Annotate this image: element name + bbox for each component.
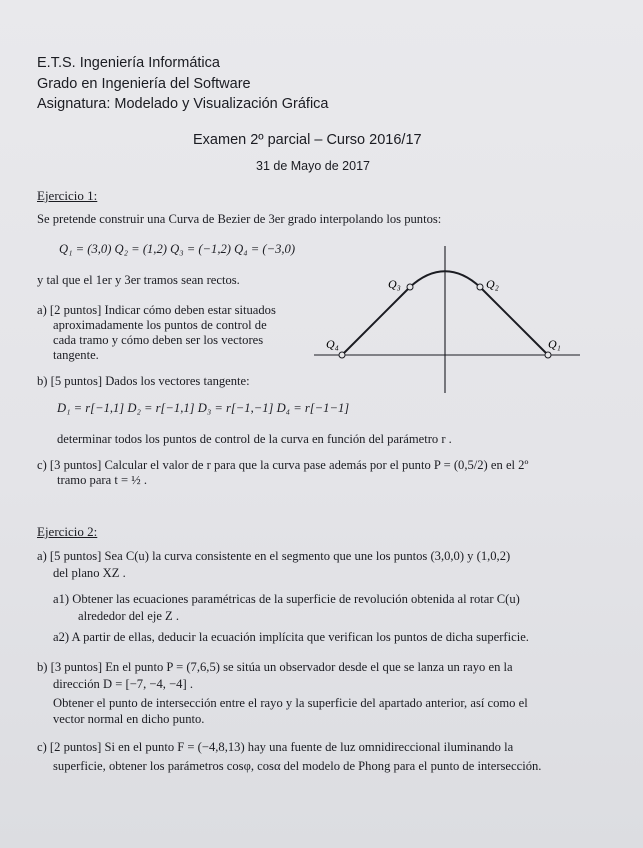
exam-date: 31 de Mayo de 2017 [256,159,370,173]
exercise-1b-vectors: D₁ = r[−1,1] D₂ = r[−1,1] D₃ = r[−1,−1] D₄ = r[−1−1] [57,401,350,415]
school-name: E.T.S. Ingeniería Informática [37,55,220,71]
label-q4: Q₄ [326,337,339,351]
exercise-2a2: a2) A partir de ellas, deducir la ecuación implícita que verifican los puntos de dicha superficie. [53,630,529,644]
exercise-2c-line1: c) [2 puntos] Si en el punto F = (−4,8,13) hay una fuente de luz omnidireccional iluminando la [37,740,514,754]
exercise-2b-line2: dirección D = [−7, −4, −4] . [53,677,193,691]
exercise-2a-line1: a) [5 puntos] Sea C(u) la curva consistente en el segmento que une los puntos (3,0,0) y (1,0,2) [37,549,511,563]
exercise-1c-line2: tramo para t = ½ . [57,473,147,487]
exercise-1b-continuation: determinar todos los puntos de control de la curva en función del parámetro r . [57,432,452,446]
exercise-1a-line2: aproximadamente los puntos de control de [53,318,267,332]
degree-name: Grado en Ingeniería del Software [37,76,251,92]
exercise-1a-line3: cada tramo y cómo deben ser los vectores [53,333,264,347]
exercise-2-title: Ejercicio 2: [37,524,98,539]
point-q4 [339,352,345,358]
exercise-1-title: Ejercicio 1: [37,188,98,203]
point-q3 [407,284,413,290]
label-q2: Q₂ [486,277,499,291]
point-q1 [545,352,551,358]
exercise-2b-line1: b) [3 puntos] En el punto P = (7,6,5) se sitúa un observador desde el que se lanza un rayo en la [37,660,513,674]
exercise-1b-text: b) [5 puntos] Dados los vectores tangente: [37,374,250,388]
exercise-2a1-line1: a1) Obtener las ecuaciones paramétricas de la superficie de revolución obtenida al rotar C(u) [53,592,520,606]
exercise-1-condition: y tal que el 1er y 3er tramos sean rectos. [37,273,240,287]
exercise-1-intro: Se pretende construir una Curva de Bezier de 3er grado interpolando los puntos: [37,212,442,226]
subject-name: Asignatura: Modelado y Visualización Gráfica [37,96,329,112]
exercise-2c-line2: superficie, obtener los parámetros cosφ, cosα del modelo de Phong para el punto de intersección. [53,759,542,773]
exercise-2b-line3: Obtener el punto de intersección entre el rayo y la superficie del apartado anterior, así como el [53,696,528,710]
exercise-1-points: Q₁ = (3,0) Q₂ = (1,2) Q₃ = (−1,2) Q₄ = (−3,0) [59,242,296,256]
exercise-2a-line2: del plano XZ . [53,566,126,580]
exercise-1a-line1: a) [2 puntos] Indicar cómo deben estar situados [37,303,276,317]
exercise-1a-line4: tangente. [53,348,99,362]
label-q3: Q₃ [388,277,401,291]
exam-title: Examen 2º parcial – Curso 2016/17 [193,132,422,148]
exercise-1c-line1: c) [3 puntos] Calcular el valor de r para que la curva pase además por el punto P = (0,5/2) en el 2º [37,458,529,472]
exercise-2a1-line2: alrededor del eje Z . [78,609,180,623]
exercise-2b-line4: vector normal en dicho punto. [53,712,205,726]
label-q1: Q₁ [548,337,561,351]
bezier-curve-diagram [312,238,582,398]
point-q2 [477,284,483,290]
